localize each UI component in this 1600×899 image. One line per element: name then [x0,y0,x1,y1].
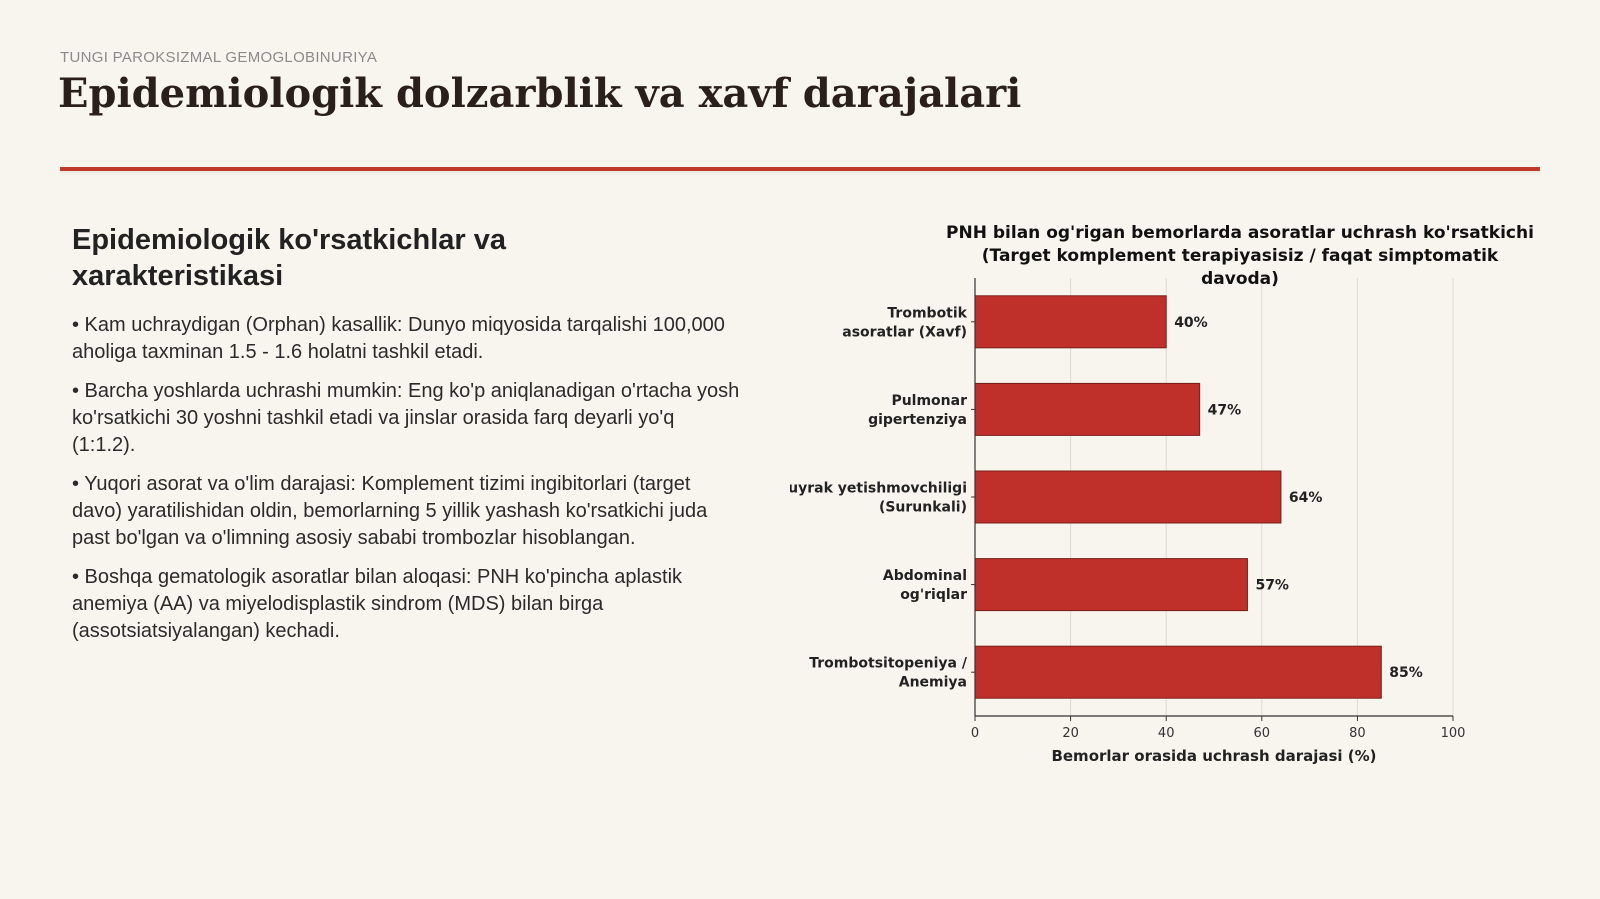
bullet-item: • Kam uchraydigan (Orphan) kasallik: Dunyo miqyosida tarqalishi 100,000 aholiga taxminan 1.5 - 1.6 holatni tashkil etadi. [72,314,725,363]
category-label: Trombotsitopeniya / [809,655,967,672]
title-divider [60,167,1540,171]
left-text-panel [72,222,742,657]
bullet-item: • Yuqori asorat va o'lim darajasi: Komplement tizimi ingibitorlari (target davo) yaratilishidan oldin, bemorlarning 5 yillik yashash ko'rsatkichi juda past bo'lgan va o'limning asosiy sababi trombozlar hisoblangan. [72,473,708,549]
category-label: Anemiya [898,674,967,691]
chart-title-line-2: (Target komplement terapiyasisiz / faqat simptomatik davoda) [981,246,1499,289]
x-tick-label: 40 [1157,726,1175,741]
data-label: 40% [1174,314,1208,331]
bar [975,646,1381,698]
x-tick-label: 20 [1062,726,1079,741]
category-label: Abdominal [882,568,967,585]
data-label: 64% [1288,490,1323,506]
category-label: og'riqlar [900,587,967,604]
bar [975,296,1166,348]
data-label: 57% [1255,577,1289,594]
bar [975,559,1247,611]
category-label: (Surunkali) [878,499,967,516]
x-tick-label: 60 [1253,726,1271,741]
x-tick-label: 100 [1440,726,1466,741]
chart-title [940,222,1540,291]
complications-chart [790,218,1550,798]
category-label: asoratlar (Xavf) [842,324,967,341]
x-tick-label: 0 [970,726,980,741]
chart-title-line-1: PNH bilan og'rigan bemorlarda asoratlar uchrash ko'rsatkichi [946,223,1534,243]
category-label: Trombotik [887,305,967,322]
section-title: Epidemiologik ko'rsatkichlar va xarakteristikasi [72,224,506,292]
x-axis-label: Bemorlar orasida uchrash darajasi (%) [1051,747,1377,765]
category-label: Pulmonar [891,392,967,409]
bullet-item: • Boshqa gematologik asoratlar bilan aloqasi: PNH ko'pincha aplastik anemiya (AA) va miyelodisplastik sindrom (MDS) bilan birga (assotsiatsiyalangan) kechadi. [72,566,683,642]
bar [975,383,1200,435]
data-label: 85% [1389,665,1423,682]
bar [975,471,1281,523]
x-tick-label: 80 [1349,726,1366,741]
data-label: 47% [1207,402,1242,419]
category-label: gipertenziya [868,411,967,428]
slide-title: Epidemiologik dolzarblik va xavf darajalari [58,70,1022,117]
category-label: Buyrak yetishmovchiligi [790,480,967,497]
bar-chart-svg [790,218,1550,798]
presentation-eyebrow: TUNGI PAROKSIZMAL GEMOGLOBINURIYA [60,49,378,66]
bullet-item: • Barcha yoshlarda uchrashi mumkin: Eng ko'p aniqlanadigan o'rtacha yosh ko'rsatkichi 30 yoshni tashkil etadi va jinslar orasida farq deyarli yo'q (1:1.2). [72,380,740,456]
